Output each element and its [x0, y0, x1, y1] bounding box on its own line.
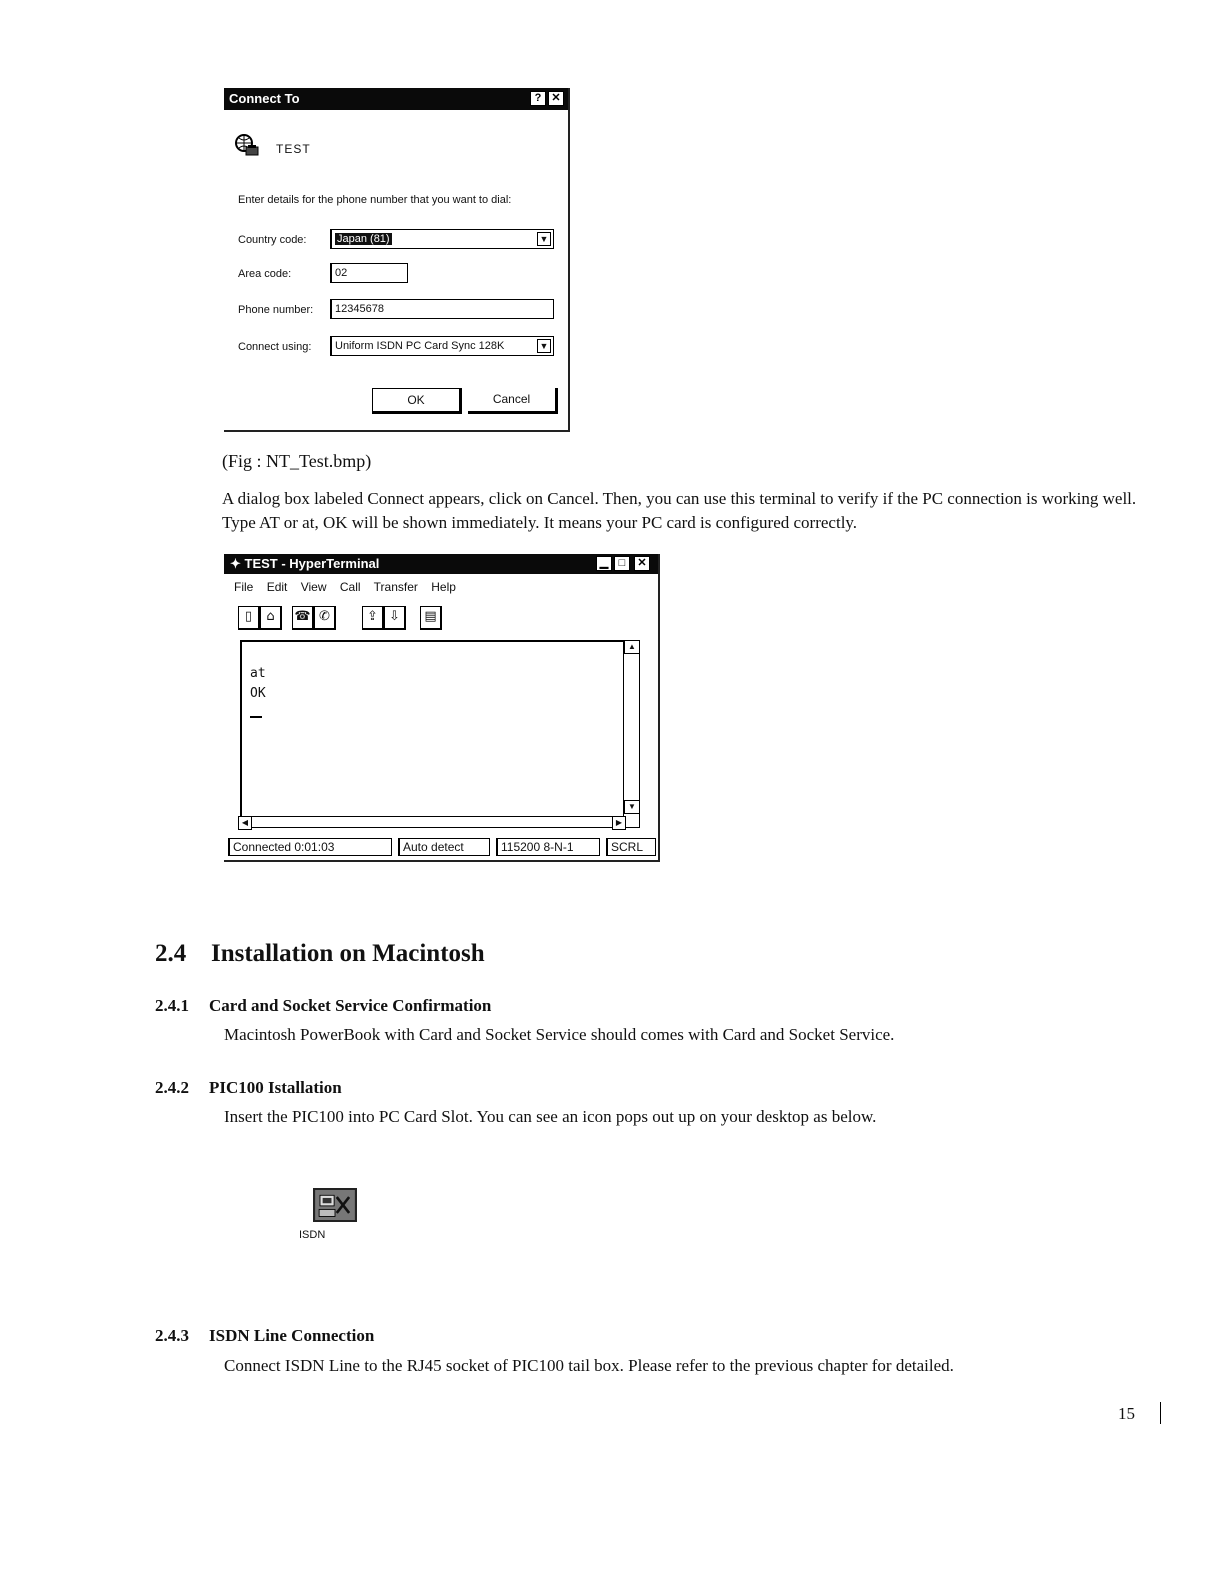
minimize-button[interactable]: ▁ — [596, 556, 612, 571]
section-number: 2.4 — [155, 940, 187, 967]
subsection-number: 2.4.3 — [155, 1326, 189, 1345]
status-scroll: SCRL — [606, 838, 656, 856]
instruction-paragraph: A dialog box labeled Connect appears, click on Cancel. Then, you can use this terminal to verify if the PC connection is working well. Type AT or at, OK will be shown immediately. It means your PC card is configured correctly. — [222, 489, 1137, 532]
connect-icon[interactable]: ☎ — [292, 606, 314, 630]
menu-transfer[interactable]: Transfer — [373, 580, 418, 594]
dialog-instruction: Enter details for the phone number that you want to dial: — [238, 194, 512, 206]
connect-using-value: Uniform ISDN PC Card Sync 128K — [335, 340, 505, 352]
properties-icon[interactable]: ▤ — [420, 606, 442, 630]
connect-using-label: Connect using: — [238, 341, 312, 353]
subsection-title: PIC100 Istallation — [209, 1078, 342, 1097]
maximize-button[interactable]: □ — [614, 556, 630, 571]
close-button[interactable]: ✕ — [548, 91, 564, 106]
send-icon[interactable]: ⇪ — [362, 606, 384, 630]
country-code-value: Japan (81) — [337, 233, 390, 245]
menu-edit[interactable]: Edit — [266, 580, 288, 594]
section-heading — [155, 940, 485, 968]
country-code-label: Country code: — [238, 234, 307, 246]
status-settings: 115200 8-N-1 — [496, 838, 600, 856]
receive-icon[interactable]: ⇩ — [384, 606, 406, 630]
subsection-body: Insert the PIC100 into PC Card Slot. You can see an icon pops out up on your desktop as below. — [224, 1107, 877, 1126]
subsection-body: Connect ISDN Line to the RJ45 socket of PIC100 tail box. Please refer to the previous chapter for detailed. — [224, 1356, 954, 1375]
section-title: Installation on Macintosh — [211, 940, 485, 967]
connect-using-dropdown[interactable] — [330, 336, 554, 356]
status-bar — [228, 838, 658, 858]
terminal-line: at — [250, 666, 266, 681]
subsection-body: Macintosh PowerBook with Card and Socket Service should comes with Card and Socket Service. — [224, 1025, 895, 1044]
area-code-field[interactable] — [330, 263, 408, 283]
figure-caption: (Fig : NT_Test.bmp) — [222, 451, 372, 471]
scroll-down-icon[interactable]: ▼ — [624, 800, 640, 814]
scroll-left-icon[interactable]: ◀ — [238, 816, 252, 830]
page-number: 15 — [1118, 1404, 1135, 1423]
horizontal-scrollbar[interactable] — [240, 816, 624, 830]
new-icon[interactable]: ▯ — [238, 606, 260, 630]
window-title: TEST - HyperTerminal — [244, 556, 380, 571]
page-divider — [1160, 1402, 1161, 1424]
phone-number-label: Phone number: — [238, 304, 314, 316]
country-code-dropdown[interactable] — [330, 229, 554, 249]
status-detect: Auto detect — [398, 838, 490, 856]
phone-number-value: 12345678 — [335, 303, 384, 315]
area-code-label: Area code: — [238, 268, 292, 280]
isdn-card-icon[interactable] — [313, 1188, 357, 1222]
hyperterminal-window — [224, 554, 660, 862]
connection-name: TEST — [276, 142, 311, 156]
menu-bar — [234, 580, 466, 594]
status-connected: Connected 0:01:03 — [228, 838, 392, 856]
hyperterminal-titlebar — [224, 554, 658, 574]
vertical-scrollbar[interactable] — [623, 640, 641, 828]
connect-to-dialog — [224, 88, 570, 432]
subsection-heading — [155, 1078, 342, 1098]
close-button[interactable]: ✕ — [634, 556, 650, 571]
chevron-down-icon[interactable]: ▼ — [537, 339, 551, 353]
chevron-down-icon[interactable]: ▼ — [537, 232, 551, 246]
menu-help[interactable]: Help — [431, 580, 456, 594]
subsection-heading — [155, 996, 491, 1016]
app-icon: ✦ — [230, 556, 245, 571]
dialog-title: Connect To — [229, 91, 300, 106]
isdn-icon-label: ISDN — [299, 1229, 326, 1241]
ok-button[interactable]: OK — [372, 388, 462, 414]
subsection-title: ISDN Line Connection — [209, 1326, 375, 1345]
area-code-value: 02 — [335, 267, 348, 279]
menu-call[interactable]: Call — [339, 580, 361, 594]
dialog-titlebar — [224, 88, 568, 110]
help-button[interactable]: ? — [530, 91, 546, 106]
subsection-number: 2.4.2 — [155, 1078, 189, 1097]
scroll-right-icon[interactable]: ▶ — [612, 816, 626, 830]
terminal-output — [250, 664, 266, 704]
subsection-title: Card and Socket Service Confirmation — [209, 996, 492, 1015]
menu-view[interactable]: View — [300, 580, 327, 594]
text-cursor — [250, 716, 262, 718]
subsection-heading — [155, 1326, 374, 1346]
phone-number-field[interactable] — [330, 299, 554, 319]
terminal-area[interactable] — [240, 640, 640, 828]
connection-phone-icon — [234, 133, 260, 159]
disconnect-icon[interactable]: ✆ — [314, 606, 336, 630]
menu-file[interactable]: File — [234, 580, 254, 594]
terminal-line: OK — [250, 686, 266, 701]
open-icon[interactable]: ⌂ — [260, 606, 282, 630]
scroll-up-icon[interactable]: ▲ — [624, 640, 640, 654]
cancel-button[interactable]: Cancel — [468, 388, 558, 414]
subsection-number: 2.4.1 — [155, 996, 189, 1015]
